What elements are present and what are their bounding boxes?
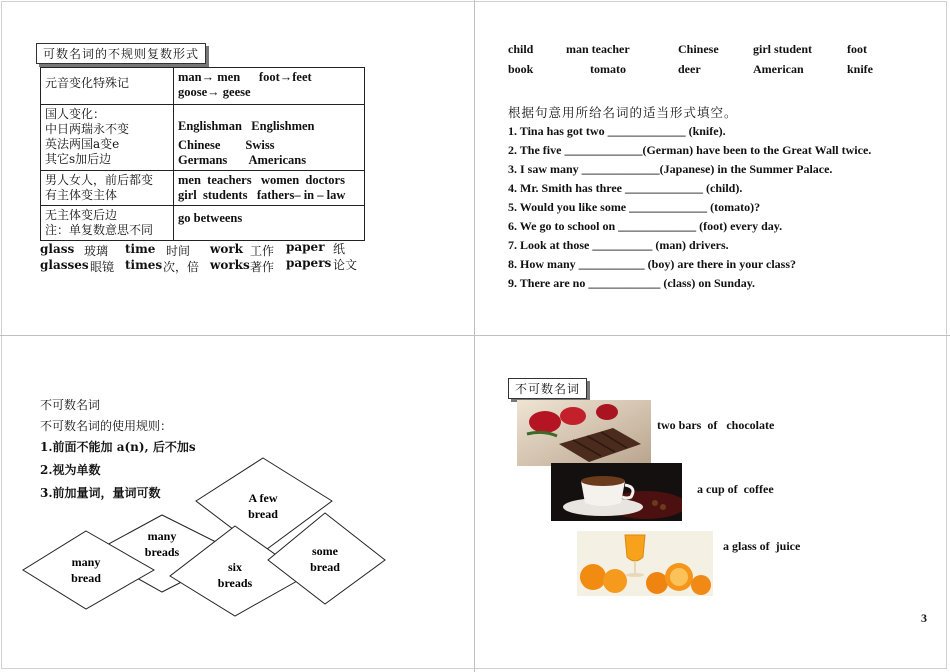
item-chocolate: two bars of chocolate: [657, 418, 775, 432]
diamond-label: breads: [217, 576, 253, 590]
diamond-label: bread: [248, 507, 278, 521]
rules-title: 不可数名词的使用规则：: [40, 419, 173, 433]
diamond-label: bread: [71, 571, 101, 585]
question-item: 2. The five _____________(German) have been to the Great Wall twice.: [508, 143, 872, 157]
question-item: 7. Look at those __________ (man) drivers.: [508, 238, 729, 252]
item-juice: a glass of juice: [723, 539, 801, 553]
diamond-label: many: [71, 555, 101, 569]
rule-item: 1.前面不能加 a(n), 后不加s: [40, 440, 196, 454]
question-item: 9. There are no ____________ (class) on Sunday.: [508, 276, 756, 290]
example-cell: go betweens: [174, 206, 365, 241]
question-item: 5. Would you like some _____________ (tomato)?: [508, 200, 761, 214]
example-cell: men teachers women doctors girl students fathers– in – law: [174, 171, 365, 206]
diamond-label: bread: [310, 560, 340, 574]
rule-item: 3.前加量词，量词可数: [40, 486, 161, 500]
diamond-label: some: [312, 544, 338, 558]
question-item: 4. Mr. Smith has three _____________ (child).: [508, 181, 743, 195]
item-coffee: a cup of coffee: [697, 482, 774, 496]
example-cell: Englishman Englishmen Chinese Swiss Germans Americans: [174, 105, 365, 171]
orange-juice-photo: [577, 531, 713, 596]
slide1-title: 可数名词的不规则复数形式: [36, 43, 206, 64]
rule-cell: 元音变化特殊记: [41, 68, 174, 105]
slide3-heading: 不可数名词: [40, 398, 101, 412]
example-cell: man→ men foot→feet goose→ geese: [174, 68, 365, 105]
coffee-cup-photo: [551, 463, 682, 521]
rule-cell: 无主体变后边 注：单复数意思不同: [41, 206, 174, 241]
rule-cell: 男人女人，前后都变 有主体变主体: [41, 171, 174, 206]
slide4-title: 不可数名词: [508, 378, 587, 399]
exercise-instruction: 根据句意用所给名词的适当形式填空。: [508, 105, 738, 120]
diamond-label: six: [227, 560, 243, 574]
question-item: 1. Tina has got two _____________ (knife).: [508, 124, 726, 138]
question-item: 3. I saw many _____________(Japanese) in the Summer Palace.: [508, 162, 833, 176]
diamond-label: breads: [144, 545, 180, 559]
rule-item: 2.视为单数: [40, 463, 101, 477]
diamond-label: A few: [248, 491, 278, 505]
rule-cell: 国人变化： 中日两瑞永不变 英法两国a变e 其它s加后边: [41, 105, 174, 171]
question-item: 8. How many ___________ (boy) are there in your class?: [508, 257, 796, 271]
question-item: 6. We go to school on _____________ (foot) every day.: [508, 219, 783, 233]
chocolate-roses-photo: [517, 400, 651, 466]
diamond-label: many: [147, 529, 177, 543]
page-number: 3: [921, 611, 927, 625]
